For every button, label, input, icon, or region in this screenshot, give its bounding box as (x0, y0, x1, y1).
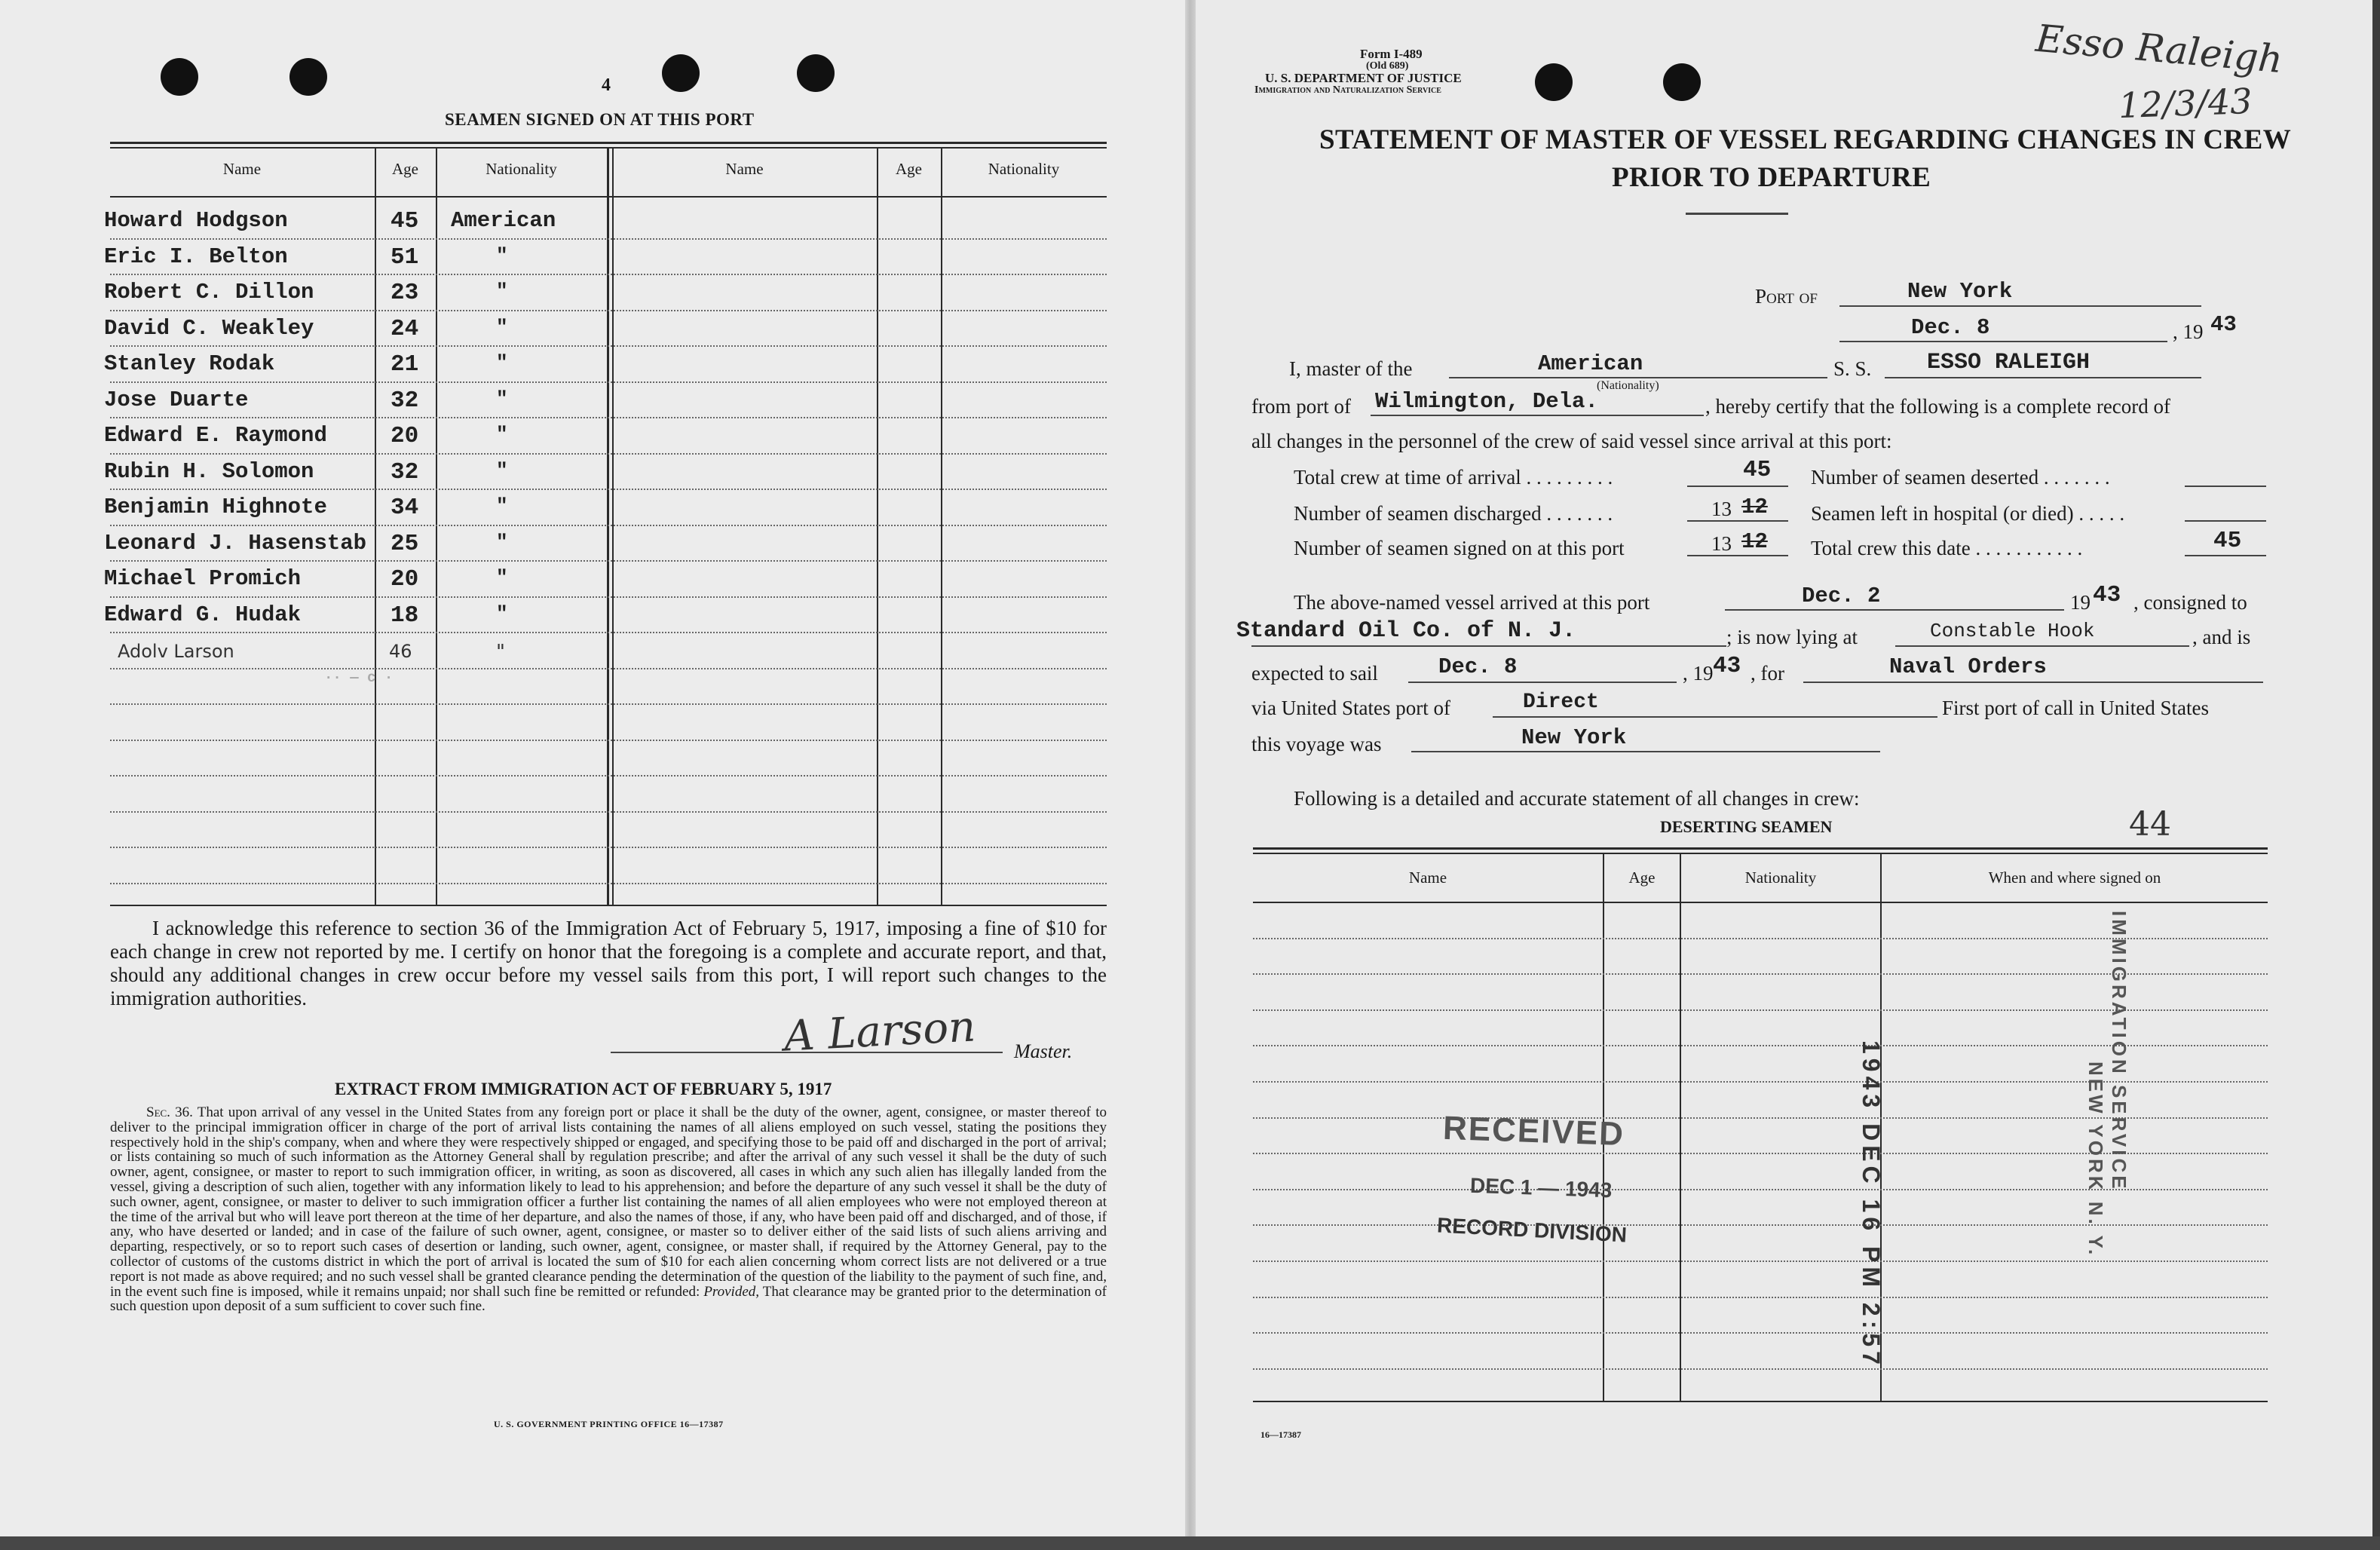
seaman-name: Benjamin Highnote (104, 495, 327, 519)
master-label: Master. (1014, 1040, 1073, 1062)
table-row-rule (110, 668, 1107, 669)
punch-hole (1663, 63, 1701, 101)
lying-value: Constable Hook (1930, 620, 2095, 642)
form-printer-code: 16—17387 (1260, 1429, 1301, 1440)
via-label: via United States port of (1251, 697, 1450, 719)
and-is-label: , and is (2192, 626, 2251, 648)
deserting-table-top (1253, 847, 2268, 850)
sail-value: Dec. 8 (1438, 654, 1518, 679)
table-row-rule (110, 489, 1107, 490)
form-title-line-2: PRIOR TO DEPARTURE (1612, 162, 1931, 193)
deserting-row-rule (1253, 1297, 2268, 1298)
section-36-label: Sec. 36. (146, 1104, 193, 1120)
punch-hole (1535, 63, 1573, 101)
seaman-age: 32 (391, 459, 419, 486)
faint-mark: ·· — c · (324, 669, 394, 686)
received-stamp: RECEIVED (1442, 1109, 1625, 1153)
port-line (1839, 305, 2201, 307)
seaman-name: Edward G. Hudak (104, 602, 302, 627)
arrived-year-value: 43 (2093, 582, 2121, 608)
signed-on-line (1687, 555, 1788, 556)
table-top-rule (110, 142, 1107, 144)
expected-label: expected to sail (1251, 662, 1378, 685)
deserted-label: Number of seamen deserted . . . . . . . (1811, 466, 2110, 489)
deserted-line (2185, 486, 2266, 487)
punch-hole (161, 58, 198, 96)
for-label: , for (1751, 662, 1784, 685)
col-header-name: Name (222, 160, 262, 178)
master-signature: A Larson (783, 1002, 977, 1061)
seaman-age: 46 (389, 641, 412, 662)
section-36-text (110, 1105, 1107, 1314)
all-changes-text: all changes in the personnel of the crew of said vessel since arrival at this port: (1251, 430, 1892, 452)
total-crew-date-value: 45 (2213, 528, 2242, 554)
consignee-line (1251, 645, 1726, 647)
seaman-age: 51 (391, 244, 419, 271)
total-crew-date-label: Total crew this date . . . . . . . . . . . (1811, 537, 2083, 559)
punch-hole (289, 58, 327, 96)
seaman-nationality: " (496, 459, 508, 482)
deserting-header-age: Age (1628, 868, 1656, 887)
seaman-nationality: " (496, 388, 508, 410)
vertical-stamp-line-2: NEW YORK N. Y. (2084, 1061, 2107, 1258)
punch-hole (797, 54, 835, 92)
lying-line (1895, 645, 2189, 647)
year-value: 43 (2210, 312, 2237, 337)
nationality-value: American (1538, 351, 1643, 376)
date-line (1839, 341, 2167, 342)
seaman-name: Michael Promich (104, 566, 302, 591)
col-header-age-2: Age (896, 160, 922, 178)
received-stamp-date: DEC 1 — 1943 (1469, 1173, 1613, 1202)
section-36-tail: That clearance may be granted prior to the determination of such question upon deposit of a sum sufficient to cover such fine. (110, 1283, 1107, 1315)
seaman-age: 21 (391, 351, 419, 378)
form-number: Form I-489 (1360, 47, 1423, 61)
section-36-provided: Provided, (703, 1283, 760, 1300)
table-row-rule (110, 525, 1107, 526)
printer-line: U. S. GOVERNMENT PRINTING OFFICE 16—17387 (494, 1419, 724, 1429)
seaman-age: 20 (391, 566, 419, 593)
handwritten-date-note: 12/3/43 (2118, 80, 2253, 127)
deserting-row-rule (1253, 1368, 2268, 1370)
date-value: Dec. 8 (1911, 315, 1990, 340)
seaman-age: 45 (391, 208, 419, 234)
lying-label: ; is now lying at (1726, 626, 1858, 648)
voyage-label: this voyage was (1251, 733, 1382, 755)
table-row-rule (110, 596, 1107, 598)
table-row-rule (110, 560, 1107, 562)
deserting-header-name: Name (1408, 868, 1447, 887)
total-crew-arrival-label: Total crew at time of arrival . . . . . . . . . (1294, 466, 1613, 489)
seaman-nationality: " (496, 602, 508, 625)
signed-on-struck: 12 (1741, 529, 1768, 554)
table-row-rule (110, 811, 1107, 813)
arrived-year-prefix: 19 (2070, 591, 2091, 614)
table-row-rule (110, 381, 1107, 383)
table-row-rule (110, 775, 1107, 777)
consigned-label: , consigned to (2133, 591, 2247, 614)
discharged-line (1687, 520, 1788, 522)
for-line (1803, 682, 2263, 683)
punch-hole (662, 54, 700, 92)
table-row-rule (110, 847, 1107, 848)
deserting-table-bottom (1253, 1401, 2268, 1402)
seaman-age: 25 (391, 531, 419, 557)
page-fold (1185, 0, 1196, 1550)
table-bottom-rule (110, 905, 1107, 906)
deserting-row-rule (1253, 1261, 2268, 1262)
seaman-name: Jose Duarte (104, 388, 249, 412)
department-name: U. S. DEPARTMENT OF JUSTICE (1265, 71, 1462, 85)
table-row-rule (110, 703, 1107, 705)
seaman-nationality: " (496, 244, 508, 267)
page-number: 4 (602, 75, 611, 95)
table-row-rule (110, 345, 1107, 347)
seaman-age: 23 (391, 280, 419, 306)
deserting-table-top-2 (1253, 853, 2268, 854)
nationality-line (1449, 377, 1827, 378)
certify-text: , hereby certify that the following is a complete record of (1705, 395, 2171, 418)
discharged-struck: 12 (1741, 495, 1768, 519)
seaman-nationality: " (496, 316, 508, 338)
table-row-rule (110, 417, 1107, 418)
voyage-value: New York (1521, 725, 1627, 750)
seaman-name: Howard Hodgson (104, 208, 288, 233)
vertical-stamp-line-1: IMMIGRATION SERVICE (2108, 911, 2130, 1192)
signed-on-label: Number of seamen signed on at this port (1294, 537, 1625, 559)
col-header-name-2: Name (725, 160, 764, 178)
service-name: Immigration and Naturalization Service (1254, 84, 1441, 96)
via-value: Direct (1523, 691, 1599, 714)
discharged-label: Number of seamen discharged . . . . . . . (1294, 502, 1613, 525)
seaman-age: 32 (391, 388, 419, 414)
table-row-rule (110, 238, 1107, 240)
from-port-value: Wilmington, Dela. (1375, 389, 1598, 414)
form-old-number: (Old 689) (1366, 60, 1409, 72)
col-header-nationality-2: Nationality (988, 160, 1060, 178)
total-crew-arrival-value: 45 (1743, 457, 1772, 483)
seaman-name: Leonard J. Hasenstab (104, 531, 367, 556)
sail-year-prefix: , 19 (1683, 662, 1714, 685)
table-row-rule (110, 632, 1107, 633)
seaman-nationality: " (496, 531, 508, 553)
for-value: Naval Orders (1889, 654, 2047, 679)
scan-edge-bottom (0, 1536, 2380, 1550)
vertical-stamp-text (2084, 911, 2130, 1257)
seaman-name: David C. Weakley (104, 316, 314, 341)
year-prefix-value: 19 (2182, 320, 2204, 343)
table-row-rule (110, 310, 1107, 311)
seaman-nationality: American (451, 208, 556, 233)
total-crew-arrival-line (1687, 486, 1788, 487)
seaman-name: Rubin H. Solomon (104, 459, 314, 484)
arrived-line (1725, 609, 2064, 611)
nationality-caption: (Nationality) (1597, 379, 1659, 392)
deserting-title: DESERTING SEAMEN (1660, 817, 1833, 836)
seaman-nationality: " (496, 351, 508, 374)
extract-title: EXTRACT FROM IMMIGRATION ACT OF FEBRUARY 5, 1917 (335, 1080, 832, 1098)
deserting-table-header-rule (1253, 902, 2268, 903)
seaman-age: 18 (391, 602, 419, 629)
voyage-line (1411, 751, 1880, 752)
consignee-value: Standard Oil Co. of N. J. (1236, 618, 1576, 644)
handwritten-vessel-note: Esso Raleigh (2034, 16, 2285, 82)
handwritten-number: 44 (2129, 805, 2171, 844)
sail-year-prefix-value: 19 (1692, 662, 1714, 685)
seaman-nationality: " (496, 566, 508, 589)
vessel-name: ESSO RALEIGH (1927, 350, 2091, 375)
table-row-rule (110, 740, 1107, 741)
section-36-body: That upon arrival of any vessel in the United States from any foreign port or place it shall be the duty of the owner, agent, consignee, or master thereof to deliver to the principal immigration officer in charge of the port of arrival lists containing the names of all aliens employed on such vessel, stating the positions they respectively hold in the ship's company, when and where they were respectively shipped or engaged, and specifying those to be paid off and discharged in the port of arrival; or lists containing so much of such information as the Attorney General shall by regulation prescribe; and after the arrival of any such vessel it shall be the duty of such owner, agent, consignee, or master to report to such immigration officer, in writing, as soon as discovered, all cases in which any such alien has illegally landed from the vessel, giving a description of such alien, together with any information likely to lead to his apprehension; and before the departure of any such vessel it shall be the duty of such owner, agent, consignee, or master to deliver to such immigration officer a further list containing the names of all alien employees who were not employed thereon at the time of the arrival but who will leave port thereon at the time of her departure, and also the names of those, if any, who have been paid off and discharged, and of those, if any, who have deserted or landed; and in case of the failure of such owner, agent, consignee, or master so to deliver either of the said lists of such aliens arriving and departing, respectively, or so to report such cases of desertion or landing, such owner, agent, consignee, or master shall, if required by the Attorney General, pay to the collector of customs of the customs district in which the port of arrival is located the sum of $10 for each alien concerning whom correct lists are not delivered or a true report is not made as above required; and no such vessel shall be granted clearance pending the determination of the question of the liability to the payment of such fine, and, in the event such fine is imposed, while it remains unpaid; nor shall such fine be remitted or refunded: (110, 1104, 1107, 1300)
seaman-nationality: " (496, 641, 505, 663)
title-underline (1686, 213, 1788, 215)
deserting-col-line (1680, 853, 1681, 1401)
table-row-rule (110, 274, 1107, 275)
arrived-label: The above-named vessel arrived at this port (1294, 591, 1650, 614)
following-text: Following is a detailed and accurate statement of all changes in crew: (1294, 787, 1860, 810)
seaman-nationality: " (496, 280, 508, 302)
master-of-label: I, master of the (1289, 357, 1413, 380)
sail-line (1408, 682, 1677, 683)
seaman-name: Stanley Rodak (104, 351, 275, 376)
table-row-rule (110, 883, 1107, 884)
vessel-line (1885, 377, 2201, 378)
hospital-line (2185, 520, 2266, 522)
record-division-stamp: RECORD DIVISION (1436, 1213, 1628, 1247)
seaman-name: Eric I. Belton (104, 244, 288, 269)
first-port-label: First port of call in United States (1942, 697, 2209, 719)
ss-label: S. S. (1833, 357, 1872, 380)
col-header-age: Age (392, 160, 418, 178)
from-port-label: from port of (1251, 395, 1351, 418)
port-label: Port of (1755, 285, 1818, 308)
table-row-rule (110, 453, 1107, 455)
right-page (1191, 0, 2380, 1550)
deserting-row-rule (1253, 1332, 2268, 1334)
form-title-line-1: STATEMENT OF MASTER OF VESSEL REGARDING CHANGES IN CREW (1319, 124, 2292, 155)
seaman-age: 24 (391, 316, 419, 342)
seaman-age: 34 (391, 495, 419, 521)
hospital-label: Seamen left in hospital (or died) . . . . . (1811, 502, 2125, 525)
scan-edge-right (2372, 0, 2380, 1550)
port-value: New York (1907, 279, 2013, 304)
deserting-header-when-where: When and where signed on (1988, 868, 2161, 887)
year-prefix: , 19 (2173, 320, 2204, 343)
left-page-title: SEAMEN SIGNED ON AT THIS PORT (445, 110, 755, 129)
total-crew-date-line (2185, 555, 2266, 556)
seaman-name: Robert C. Dillon (104, 280, 314, 305)
arrived-value: Dec. 2 (1802, 584, 1881, 608)
discharged-value: 13 (1711, 498, 1732, 520)
seaman-name: Adolv Larson (118, 641, 234, 662)
col-header-nationality: Nationality (485, 160, 557, 178)
from-port-line (1371, 415, 1704, 416)
seaman-nationality: " (496, 423, 508, 446)
seaman-nationality: " (496, 495, 508, 517)
seaman-age: 20 (391, 423, 419, 449)
signed-on-value: 13 (1711, 532, 1732, 555)
deserting-header-nationality: Nationality (1744, 868, 1817, 887)
seaman-name: Edward E. Raymond (104, 423, 327, 448)
acknowledgement-paragraph: I acknowledge this reference to section 36 of the Immigration Act of February 5, 1917, imposing a fine of $10 for each change in crew not reported by me. I certify on honor that the foregoing is a complete and accurate report, and that, should any additional changes in crew occur before my vessel sails from this port, I will report such changes to the immigration authorities. (110, 917, 1107, 1009)
via-line (1493, 716, 1937, 718)
signature-line (611, 1052, 1003, 1053)
sail-year-value: 43 (1713, 653, 1741, 679)
